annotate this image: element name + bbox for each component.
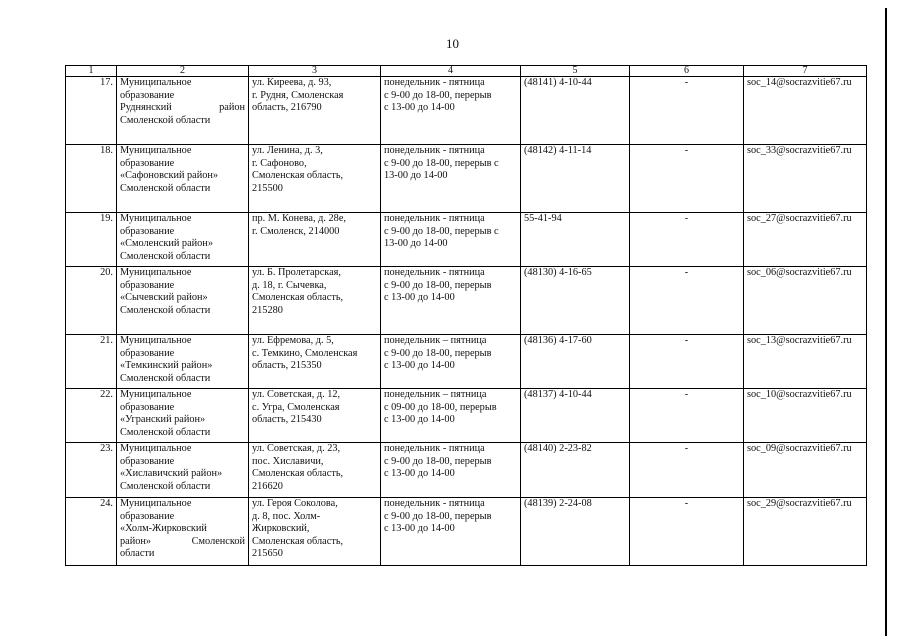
phone-cell: (48136) 4-17-60 — [521, 335, 630, 389]
schedule-cell: понедельник - пятница с 9-00 до 18-00, перерыв с 13-00 до 14-00 — [381, 443, 521, 498]
row-number: 21. — [66, 335, 117, 389]
schedule-cell: понедельник – пятница с 9-00 до 18-00, перерыв с 13-00 до 14-00 — [381, 335, 521, 389]
column-header: 5 — [521, 66, 630, 77]
schedule-cell: понедельник - пятница с 9-00 до 18-00, перерыв с 13-00 до 14-00 — [381, 145, 521, 213]
address-cell: ул. Советская, д. 12, с. Угра, Смоленская область, 215430 — [249, 389, 381, 443]
phone-cell: (48142) 4-11-14 — [521, 145, 630, 213]
municipality-line: области — [120, 548, 155, 560]
municipality-line: Муниципальное — [120, 77, 192, 88]
contacts-table — [65, 65, 867, 566]
municipality-line: «Холм-Жирковский — [120, 523, 207, 535]
schedule-cell: понедельник - пятница с 9-00 до 18-00, перерыв с 13-00 до 14-00 — [381, 498, 521, 566]
municipality-cell: Муниципальное образование «Угранский район» Смоленской области — [117, 389, 249, 443]
email-cell: soc_13@socrazvitie67.ru — [744, 335, 867, 389]
column-header: 3 — [249, 66, 381, 77]
address-cell: ул. Ефремова, д. 5, с. Темкино, Смоленская область, 215350 — [249, 335, 381, 389]
header-row — [66, 66, 867, 77]
phone-cell: 55-41-94 — [521, 213, 630, 267]
row-number: 23. — [66, 443, 117, 498]
column-6-cell: - — [630, 213, 744, 267]
municipality-line: Смоленской области — [120, 114, 211, 126]
row-number: 18. — [66, 145, 117, 213]
row-number: 22. — [66, 389, 117, 443]
row-number: 19. — [66, 213, 117, 267]
phone-cell: (48141) 4-10-44 — [521, 77, 630, 145]
municipality-cell: Муниципальное образование «Сычевский район» Смоленской области — [117, 267, 249, 335]
column-6-cell: - — [630, 389, 744, 443]
address-cell: пр. М. Конева, д. 28е, г. Смоленск, 214000 — [249, 213, 381, 267]
column-header: 2 — [117, 66, 249, 77]
table-row — [66, 145, 867, 213]
email-cell: soc_33@socrazvitie67.ru — [744, 145, 867, 213]
municipality-cell: Муниципальное образование «Хиславичский район» Смоленской области — [117, 443, 249, 498]
email-cell: soc_27@socrazvitie67.ru — [744, 213, 867, 267]
column-6-cell: - — [630, 443, 744, 498]
table-row — [66, 389, 867, 443]
row-number: 20. — [66, 267, 117, 335]
column-6-cell: - — [630, 145, 744, 213]
address-cell: ул. Б. Пролетарская, д. 18, г. Сычевка, Смоленская область, 215280 — [249, 267, 381, 335]
municipality-word: Смоленской — [191, 535, 245, 547]
phone-cell: (48139) 2-24-08 — [521, 498, 630, 566]
table-row — [66, 498, 867, 566]
phone-cell: (48130) 4-16-65 — [521, 267, 630, 335]
page-margin-line — [885, 8, 887, 636]
municipality-line-justified — [120, 536, 245, 549]
table-row — [66, 77, 867, 145]
column-6-cell: - — [630, 267, 744, 335]
schedule-cell: понедельник - пятница с 9-00 до 18-00, перерыв с 13-00 до 14-00 — [381, 213, 521, 267]
column-header: 7 — [744, 66, 867, 77]
municipality-line: образование — [120, 89, 175, 101]
municipality-cell: Муниципальное образование «Сафоновский район» Смоленской области — [117, 145, 249, 213]
phone-cell: (48140) 2-23-82 — [521, 443, 630, 498]
address-cell: ул. Советская, д. 23, пос. Хиславичи, Смоленская область, 216620 — [249, 443, 381, 498]
page-number: 10 — [446, 36, 459, 51]
column-6-cell: - — [630, 77, 744, 145]
municipality-cell — [117, 498, 249, 566]
email-cell: soc_06@socrazvitie67.ru — [744, 267, 867, 335]
email-cell: soc_29@socrazvitie67.ru — [744, 498, 867, 566]
municipality-line: Муниципальное — [120, 498, 192, 509]
table-row — [66, 335, 867, 389]
column-header: 1 — [66, 66, 117, 77]
table-row — [66, 213, 867, 267]
column-header: 6 — [630, 66, 744, 77]
row-number: 17. — [66, 77, 117, 145]
table-row — [66, 443, 867, 498]
municipality-word: район» — [120, 535, 152, 547]
schedule-cell: понедельник – пятница с 09-00 до 18-00, перерыв с 13-00 до 14-00 — [381, 389, 521, 443]
address-cell: ул. Героя Соколова, д. 8, пос. Холм- Жирковский, Смоленская область, 215650 — [249, 498, 381, 566]
email-cell: soc_10@socrazvitie67.ru — [744, 389, 867, 443]
schedule-cell: понедельник - пятница с 9-00 до 18-00, перерыв с 13-00 до 14-00 — [381, 267, 521, 335]
email-cell: soc_14@socrazvitie67.ru — [744, 77, 867, 145]
column-header: 4 — [381, 66, 521, 77]
schedule-cell: понедельник - пятница с 9-00 до 18-00, перерыв с 13-00 до 14-00 — [381, 77, 521, 145]
municipality-cell: Муниципальное образование «Смоленский район» Смоленской области — [117, 213, 249, 267]
table-row — [66, 267, 867, 335]
email-cell: soc_09@socrazvitie67.ru — [744, 443, 867, 498]
municipality-cell: Муниципальное образование «Темкинский район» Смоленской области — [117, 335, 249, 389]
column-6-cell: - — [630, 335, 744, 389]
municipality-line: образование — [120, 510, 175, 522]
address-cell: ул. Ленина, д. 3, г. Сафоново, Смоленская область, 215500 — [249, 145, 381, 213]
municipality-word: район — [219, 102, 245, 114]
column-6-cell: - — [630, 498, 744, 566]
row-number: 24. — [66, 498, 117, 566]
municipality-cell — [117, 77, 249, 145]
phone-cell: (48137) 4-10-44 — [521, 389, 630, 443]
municipality-line-justified — [120, 102, 245, 115]
municipality-word: Руднянский — [120, 102, 172, 114]
address-cell: ул. Киреева, д. 93, г. Рудня, Смоленская область, 216790 — [249, 77, 381, 145]
